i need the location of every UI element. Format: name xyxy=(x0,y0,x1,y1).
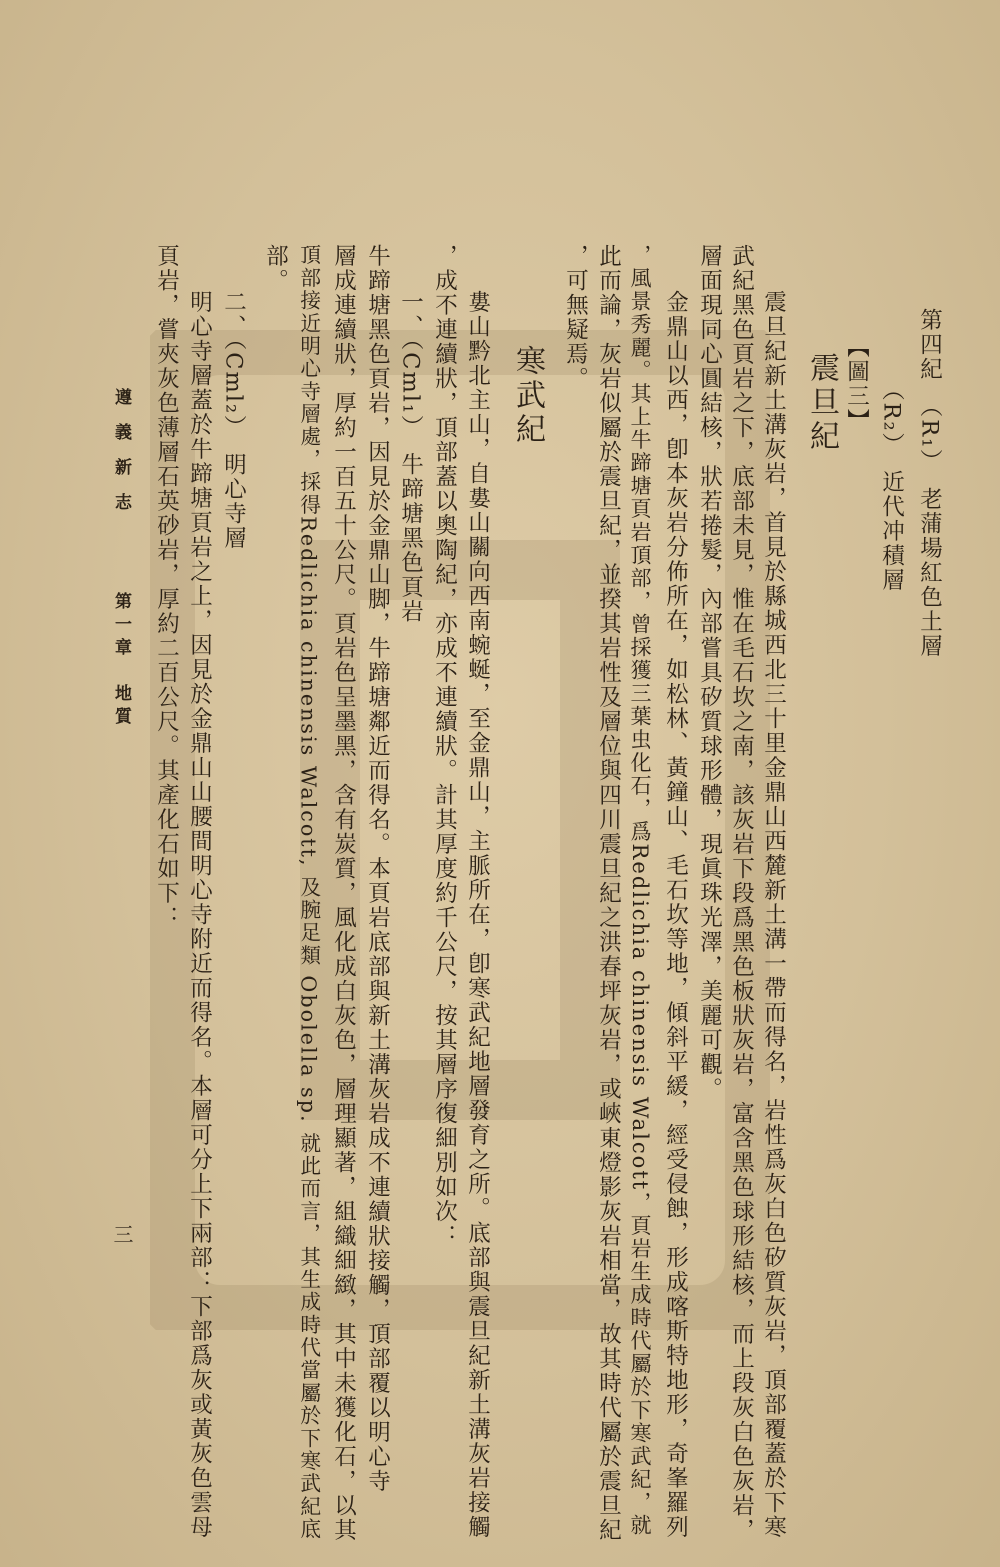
zhendan-paragraph-line: 此而論，灰岩似屬於震旦紀，並揆其岩性及層位與四川震旦紀之洪春坪灰岩，或峽東燈影灰岩相當，故其時代屬於震旦紀 xyxy=(595,244,622,1543)
header-line-quaternary-r1: 第四紀 （R₁） 老蒲場紅色土層 xyxy=(916,308,943,659)
hanwu-paragraph-line: 部。 xyxy=(262,244,289,293)
hanwu-paragraph-line: 層成連續狀，厚約一百五十公尺。頁岩色呈墨黑，含有炭質，風化成白灰色，層理顯著，組織細緻，其中未獲化石，以其 xyxy=(330,244,357,1543)
hanwu-paragraph-line: 婁山黔北主山，自婁山關向西南蜿蜒，至金鼎山，主脈所在，卽寒武紀地層發育之所。底部與震旦紀新土溝灰岩接觸 xyxy=(464,290,491,1540)
section-title-hanwu: 寒武紀 xyxy=(510,345,545,447)
hanwu-paragraph-line: 牛蹄塘黑色頁岩，因見於金鼎山脚，牛蹄塘鄰近而得名。本頁岩底部與新土溝灰岩成不連續狀接觸，頂部覆以明心寺 xyxy=(364,244,391,1494)
zhendan-paragraph-line: 層面現同心圓結核，狀若捲髮，內部嘗具矽質球形體，現眞珠光澤，美麗可觀。 xyxy=(696,244,723,1102)
hanwu-paragraph-line: 頂部接近明心寺層處，採得Redlichia chinensis Walcott, 及腕足類 Obolella sp. 就此而言，其生成時代當屬於下寒武紀底 xyxy=(296,244,321,1541)
section-title-zhendan: 震旦紀 xyxy=(804,352,839,454)
chapter-label: 第一章 地質 xyxy=(111,592,131,730)
hanwu-paragraph-line: ，成不連續狀，頂部蓋以奧陶紀，亦成不連續狀。計其厚度約千公尺，按其層序復細別如次： xyxy=(431,244,458,1249)
zhendan-paragraph-line: 金鼎山以西，卽本灰岩分佈所在，如松林、黃鐘山、毛石坎等地，傾斜平緩，經受侵蝕，形成喀斯特地形，奇峯羅列 xyxy=(662,290,689,1540)
zhendan-paragraph-line: 震旦紀新土溝灰岩，首見於縣城西北三十里金鼎山西麓新土溝一帶而得名，岩性爲灰白色矽質灰岩，頂部覆蓋於下寒 xyxy=(760,290,787,1540)
zhendan-paragraph-line: ，風景秀麗。其上牛蹄塘頁岩頂部，曾採獲三葉虫化石，爲Redlichia chinensis Walcott，頁岩生成時代屬於下寒武紀，就 xyxy=(628,244,654,1538)
header-line-r2: （R₂） 近代冲積層 xyxy=(878,378,905,593)
book-title: 遵義新志 xyxy=(111,388,131,528)
figure-label: 【圖三】 xyxy=(843,335,870,433)
zhendan-paragraph-line: 武紀黑色頁岩之下，底部未見，惟在毛石坎之南，該灰岩下段爲黑色板狀灰岩，富含黑色球形結核，而上段灰白色灰岩， xyxy=(728,244,755,1543)
page-number: 三 xyxy=(110,1224,134,1246)
hanwu-paragraph-line: 頁岩，嘗夾灰色薄層石英砂岩，厚約二百公尺。其產化石如下： xyxy=(153,244,180,930)
hanwu-subheading-cml1: 一、（Cml₁） 牛蹄塘黑色頁岩 xyxy=(397,290,424,625)
hanwu-paragraph-line: 明心寺層蓋於牛蹄塘頁岩之上，因見於金鼎山山腰間明心寺附近而得名。本層可分上下兩部：下部爲灰或黃灰色雲母 xyxy=(186,290,213,1540)
zhendan-paragraph-line: ，可無疑焉。 xyxy=(562,244,589,391)
hanwu-subheading-cml2: 二、（Cml₂） 明心寺層 xyxy=(220,290,247,551)
